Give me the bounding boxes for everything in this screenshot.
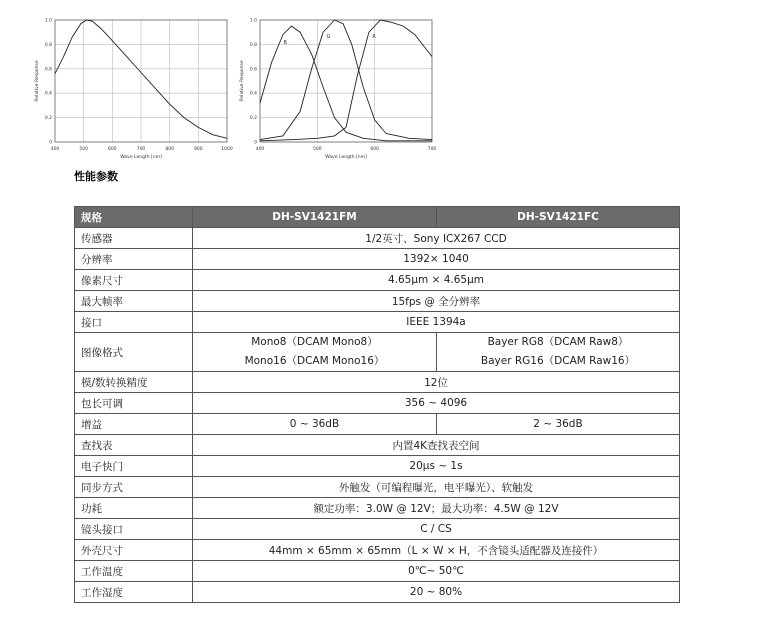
y-tick-label: 0.2: [249, 116, 257, 122]
row-value: 356 ~ 4096: [193, 393, 680, 414]
y-tick-label: 0.6: [44, 67, 52, 73]
y-tick-label: 1.0: [44, 18, 52, 24]
y-axis-label: Relative Response: [240, 60, 245, 102]
x-tick-label: 800: [165, 147, 174, 152]
row-value-fm: 0 ~ 36dB: [193, 414, 437, 435]
row-label: 模/数转换精度: [75, 372, 193, 393]
row-label: 查找表: [75, 435, 193, 456]
row-label: 接口: [75, 312, 193, 333]
y-tick-label: 1.0: [249, 18, 257, 24]
y-tick-label: 0.4: [44, 91, 52, 97]
x-tick-label: 900: [194, 147, 203, 152]
table-row: [75, 540, 680, 561]
row-label: 工作温度: [75, 561, 193, 582]
table-header-row: [75, 207, 680, 228]
table-row: [75, 414, 680, 435]
x-tick-label: 1000: [221, 147, 233, 152]
plot-frame: [260, 20, 432, 142]
table-row: [75, 519, 680, 540]
table-row: [75, 270, 680, 291]
x-axis-label: Wave Length [nm]: [325, 155, 367, 160]
table-row: [75, 561, 680, 582]
table-row: [75, 393, 680, 414]
row-label: 外壳尺寸: [75, 540, 193, 561]
y-axis-label: Relative Response: [35, 60, 40, 102]
format-line: Mono16（DCAM Mono16）: [244, 355, 385, 367]
row-label: 工作湿度: [75, 582, 193, 603]
y-tick-label: 0: [254, 140, 257, 146]
row-label: 传感器: [75, 228, 193, 249]
table-row: [75, 456, 680, 477]
row-label: 图像格式: [75, 333, 193, 372]
series-label: B: [283, 40, 287, 47]
y-tick-label: 0.8: [249, 42, 257, 48]
table-row: [75, 498, 680, 519]
x-tick-label: 700: [427, 147, 437, 152]
table-row: [75, 312, 680, 333]
y-tick-label: 0.8: [44, 42, 52, 48]
header-spec: 规格: [75, 207, 193, 228]
row-value: C / CS: [193, 519, 680, 540]
row-value: 额定功率：3.0W @ 12V；最大功率：4.5W @ 12V: [193, 498, 680, 519]
y-tick-label: 0.6: [249, 67, 257, 73]
table-row: [75, 477, 680, 498]
table-row: [75, 249, 680, 270]
table-row: [75, 228, 680, 249]
table-row: [75, 435, 680, 456]
row-value: 44mm × 65mm × 65mm（L × W × H，不含镜头适配器及连接件）: [193, 540, 680, 561]
row-value: 12位: [193, 372, 680, 393]
x-tick-label: 400: [255, 147, 265, 152]
x-tick-label: 500: [313, 147, 322, 152]
row-value: 4.65μm × 4.65μm: [193, 270, 680, 291]
row-value: 1392× 1040: [193, 249, 680, 270]
format-line: Bayer RG16（DCAM Raw16）: [480, 355, 636, 367]
x-tick-label: 700: [136, 147, 146, 152]
spectral-response-charts: [30, 12, 450, 160]
row-label: 分辨率: [75, 249, 193, 270]
row-label: 最大帧率: [75, 291, 193, 312]
header-fc: DH-SV1421FC: [437, 207, 680, 228]
row-label: 电子快门: [75, 456, 193, 477]
x-axis-label: Wave Length [nm]: [120, 155, 162, 160]
table-row: [75, 372, 680, 393]
spec-table: [74, 206, 680, 603]
table-row: [75, 333, 680, 372]
row-value: 15fps @ 全分辨率: [193, 291, 680, 312]
x-tick-label: 600: [370, 147, 379, 152]
row-value-fc: [437, 333, 680, 372]
series-line-r: [260, 20, 432, 141]
x-tick-label: 600: [108, 147, 117, 152]
x-tick-label: 400: [50, 147, 60, 152]
table-row: [75, 582, 680, 603]
series-line-g: [260, 20, 432, 140]
color-response-chart: [235, 12, 440, 160]
row-label: 包长可调: [75, 393, 193, 414]
series-label: G: [326, 34, 331, 40]
row-value-fm: [193, 333, 437, 372]
row-label: 增益: [75, 414, 193, 435]
row-label: 功耗: [75, 498, 193, 519]
row-value: 外触发（可编程曝光，电平曝光）、软触发: [193, 477, 680, 498]
header-fm: DH-SV1421FM: [193, 207, 437, 228]
row-value-fc: 2 ~ 36dB: [437, 414, 680, 435]
format-line: Mono8（DCAM Mono8）: [251, 336, 378, 348]
format-line: Bayer RG8（DCAM Raw8）: [487, 336, 629, 348]
series-label: R: [372, 34, 376, 40]
table-row: [75, 291, 680, 312]
row-value: 0℃~ 50℃: [193, 561, 680, 582]
mono-response-chart: [30, 12, 235, 160]
row-label: 镜头接口: [75, 519, 193, 540]
section-title: 性能参数: [74, 170, 118, 183]
row-value: 20 ~ 80%: [193, 582, 680, 603]
x-tick-label: 500: [79, 147, 88, 152]
row-label: 同步方式: [75, 477, 193, 498]
row-value: IEEE 1394a: [193, 312, 680, 333]
y-tick-label: 0.4: [249, 91, 257, 97]
y-tick-label: 0.2: [44, 116, 52, 122]
row-label: 像素尺寸: [75, 270, 193, 291]
y-tick-label: 0: [49, 140, 52, 146]
row-value: 内置4K查找表空间: [193, 435, 680, 456]
row-value: 1/2英寸、Sony ICX267 CCD: [193, 228, 680, 249]
row-value: 20μs ~ 1s: [193, 456, 680, 477]
